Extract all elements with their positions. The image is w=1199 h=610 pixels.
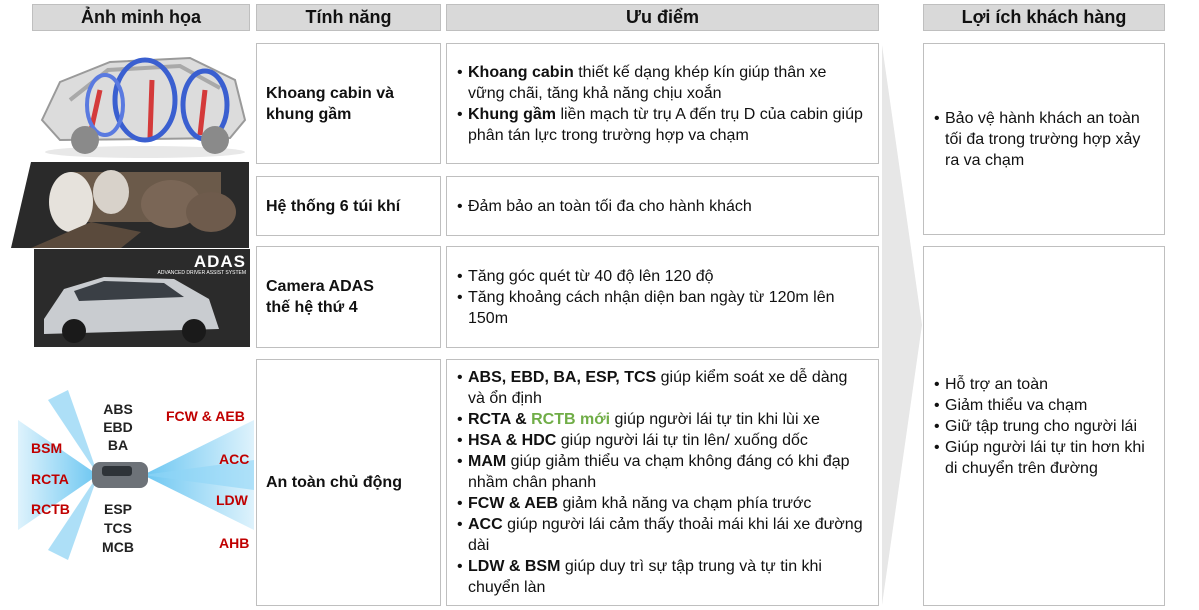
advantage-text: giúp người lái cảm thấy thoải mái khi lái xe đường dài: [468, 516, 863, 554]
feature-airbags-label: Hệ thống 6 túi khí: [266, 197, 401, 215]
active-safety-diagram: [8, 390, 254, 560]
advantage-text: giúp giảm thiểu va chạm không đáng có khi đạp nhầm chân phanh: [468, 453, 850, 491]
advantage-text: Tăng góc quét từ 40 độ lên 120 độ: [468, 267, 714, 285]
benefit-item: • Hỗ trợ an toàn: [934, 374, 1152, 395]
advantage-text: Đảm bảo an toàn tối đa cho hành khách: [468, 197, 752, 215]
advantage-active-safety: [446, 359, 879, 606]
label-rcta: RCTA: [31, 471, 69, 487]
advantage-list: [457, 62, 866, 146]
label-acc: ACC: [219, 451, 250, 467]
car-body-frame-image: [30, 40, 252, 160]
advantage-text: giúp người lái tự tin khi lùi xe: [610, 411, 820, 428]
advantage-adas-camera: [446, 246, 879, 348]
advantage-item: [457, 409, 866, 430]
advantage-item: [457, 451, 866, 493]
header-benefit: Lợi ích khách hàng: [923, 4, 1165, 31]
feature-cabin-frame: [256, 43, 441, 164]
benefit-item: • Bảo vệ hành khách an toàn tối đa trong trường hợp xảy ra va chạm: [934, 108, 1152, 171]
center-top-labels: [98, 400, 138, 454]
advantage-bold: HSA & HDC: [468, 432, 557, 449]
label-esp: ESP: [103, 501, 132, 517]
benefit-item: • Giúp người lái tự tin hơn khi di chuyển trên đường: [934, 437, 1152, 479]
label-bsm: BSM: [31, 440, 63, 456]
label-fcw-aeb: FCW & AEB: [166, 408, 245, 424]
label-tcs: TCS: [104, 520, 132, 536]
benefit-active: [923, 246, 1165, 606]
benefit-item: • Giảm thiểu va chạm: [934, 395, 1152, 416]
benefit-passive: [923, 43, 1165, 235]
header-feature: Tính năng: [256, 4, 441, 31]
advantage-text: giúp kiểm soát xe dễ dàng và ổn định: [468, 369, 848, 407]
advantage-text: thiết kế dạng khép kín giúp thân xe vững chãi, tăng khả năng chịu xoắn: [468, 63, 827, 102]
advantage-bold: FCW & AEB: [468, 495, 559, 512]
label-ba: BA: [107, 437, 129, 453]
advantage-text: liền mạch từ trụ A đến trụ D của cabin giúp phân tán lực trong trường hợp va chạm: [468, 105, 863, 144]
advantage-item: [457, 266, 866, 287]
label-abs: ABS: [103, 401, 133, 417]
advantage-new-highlight: RCTB mới: [531, 411, 611, 428]
adas-logo: [158, 253, 246, 277]
benefit-list: [934, 374, 1152, 479]
advantage-text: giúp người lái tự tin lên/ xuống dốc: [556, 432, 808, 449]
label-ebd: EBD: [103, 419, 133, 435]
advantage-item: [457, 493, 866, 514]
advantage-airbags: [446, 176, 879, 236]
advantage-item: [457, 287, 866, 329]
advantage-item: [457, 62, 866, 104]
advantage-item: [457, 430, 866, 451]
header-illustration: Ảnh minh họa: [32, 4, 250, 31]
advantage-bold: ABS, EBD, BA, ESP, TCS: [468, 369, 657, 386]
center-bottom-labels: [94, 500, 142, 557]
label-ahb: AHB: [219, 535, 250, 551]
adas-logo-title: ADAS: [193, 252, 246, 271]
advantage-bold: ACC: [468, 516, 503, 533]
label-ldw: LDW: [216, 492, 248, 508]
feature-active-safety-label: An toàn chủ động: [266, 474, 402, 491]
feature-airbags: [256, 176, 441, 236]
header-advantage: Ưu điểm: [446, 4, 879, 31]
advantage-bold: LDW & BSM: [468, 558, 561, 575]
advantage-item: [457, 196, 866, 217]
feature-adas-camera-label: Camera ADAS thế hệ thứ 4: [266, 278, 374, 316]
label-mcb: MCB: [102, 539, 134, 555]
advantage-text: giúp duy trì sự tập trung và tự tin khi chuyển làn: [468, 558, 822, 596]
flow-arrow-icon: [882, 45, 922, 605]
benefit-list: [934, 108, 1152, 171]
feature-cabin-frame-label: Khoang cabin và khung gầm: [266, 84, 395, 123]
adas-car-image: [34, 249, 250, 347]
advantage-list: [457, 196, 866, 217]
adas-logo-subtitle: ADVANCED DRIVER ASSIST SYSTEM: [157, 270, 246, 276]
advantage-item: [457, 514, 866, 556]
feature-active-safety: [256, 359, 441, 606]
airbag-interior-image: [11, 162, 249, 248]
advantage-bold: Khung gầm: [468, 105, 556, 123]
advantage-item: [457, 367, 866, 409]
advantage-text: Tăng khoảng cách nhận diện ban ngày từ 120m lên 150m: [468, 288, 835, 327]
advantage-list: [457, 367, 866, 598]
advantage-item: [457, 556, 866, 598]
advantage-cabin-frame: [446, 43, 879, 164]
advantage-text: giảm khả năng va chạm phía trước: [558, 495, 812, 512]
advantage-bold: MAM: [468, 453, 507, 470]
label-rctb: RCTB: [31, 501, 70, 517]
advantage-bold: Khoang cabin: [468, 63, 574, 81]
feature-adas-camera: [256, 246, 441, 348]
advantage-list: [457, 266, 866, 329]
advantage-item: [457, 104, 866, 146]
advantage-bold: RCTA &: [468, 411, 532, 428]
benefit-item: • Giữ tập trung cho người lái: [934, 416, 1152, 437]
